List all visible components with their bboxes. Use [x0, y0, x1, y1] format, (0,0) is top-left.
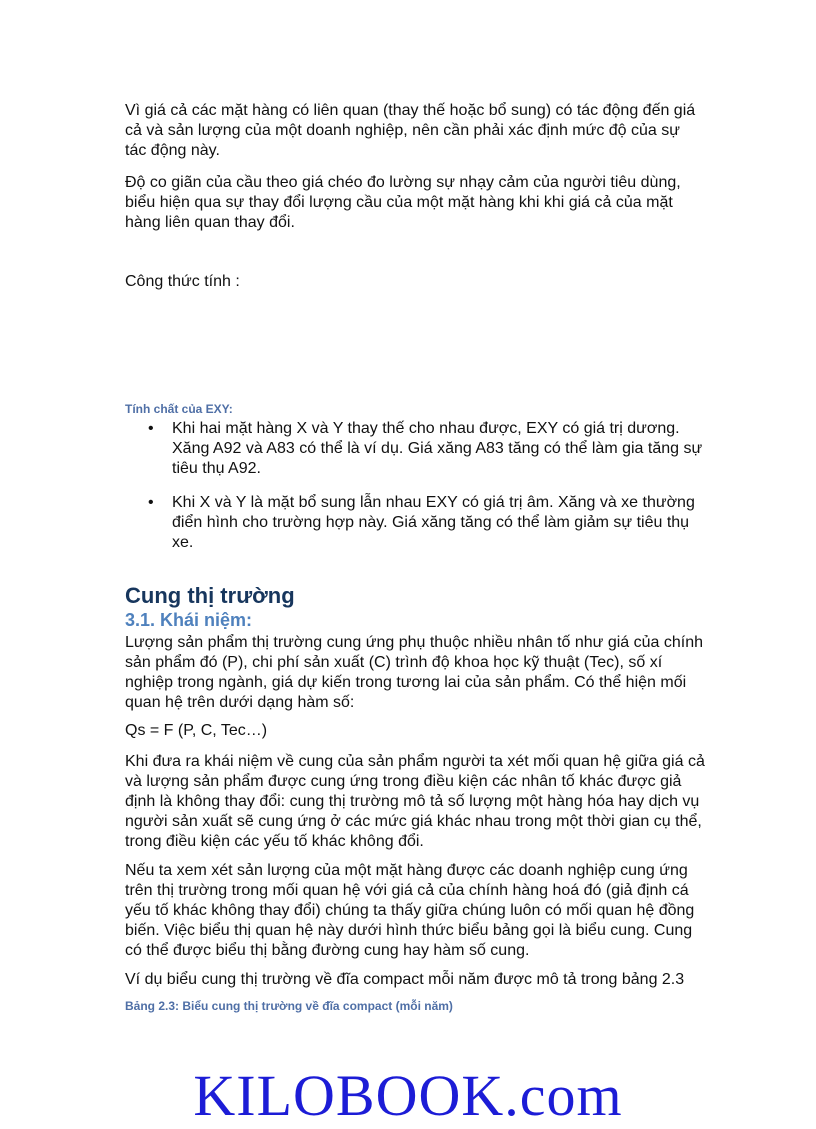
- section-paragraph-3: Nếu ta xem xét sản lượng của một mặt hàng được các doanh nghiệp cung ứng trên thị trường trong mối quan hệ với giá cả của chính hàng hoá đó (giả định cá yếu tố khác không thay đổi) chúng ta thấy giữa chúng luôn có mối quan hệ đồng biến. Việc biểu thị quan hệ này dưới hình thức biểu bảng gọi là biểu cung. Cung có thể được biểu thị bằng đường cung hay hàm số cung.: [125, 862, 695, 959]
- list-item-text: Khi X và Y là mặt bổ sung lẫn nhau EXY có giá trị âm. Xăng và xe thường điển hình cho trường hợp này. Giá xăng tăng có thể làm giảm sự tiêu thụ xe.: [172, 494, 695, 551]
- section-subheading: 3.1. Khái niệm:: [125, 610, 253, 630]
- properties-caption: Tính chất của EXY:: [125, 402, 233, 416]
- intro-paragraph-1: Vì giá cả các mặt hàng có liên quan (thay thế hoặc bổ sung) có tác động đến giá cả và sản lượng của một doanh nghiệp, nên cần phải xác định mức độ của sự tác động này.: [125, 102, 696, 159]
- bullet-icon: •: [148, 420, 154, 437]
- supply-function-formula: Qs = F (P, C, Tec…): [125, 722, 268, 739]
- section-paragraph-2: Khi đưa ra khái niệm về cung của sản phẩm người ta xét mối quan hệ giữa giá cả và lượng sản phẩm được cung ứng trong điều kiện các nhân tố khác được giả định là không thay đổi: cung thị trường mô tả số lượng một hàng hóa hay dịch vụ người sản xuất sẽ cung ứng ở các mức giá khác nhau trong một thời gian cụ thể, trong điều kiện các yếu tố khác không đổi.: [125, 753, 705, 850]
- watermark-logo: KILOBOOK.com: [193, 1063, 623, 1128]
- formula-label: Công thức tính :: [125, 273, 240, 290]
- bullet-icon: •: [148, 494, 154, 511]
- list-item: [148, 493, 708, 553]
- section-heading: Cung thị trường: [125, 583, 295, 608]
- properties-list: [148, 419, 708, 567]
- section-paragraph-4: Ví dụ biểu cung thị trường về đĩa compact mỗi năm được mô tả trong bảng 2.3: [125, 971, 685, 988]
- list-item-text: Khi hai mặt hàng X và Y thay thế cho nhau được, EXY có giá trị dương. Xăng A92 và A83 có thể là ví dụ. Giá xăng A83 tăng có thể làm gia tăng sự tiêu thụ A92.: [172, 420, 703, 477]
- intro-paragraph-2: Độ co giãn của cầu theo giá chéo đo lường sự nhạy cảm của người tiêu dùng, biểu hiện qua sự thay đổi lượng cầu của một mặt hàng khi khi giá cả của mặt hàng liên quan thay đổi.: [125, 174, 681, 231]
- section-paragraph-1: Lượng sản phẩm thị trường cung ứng phụ thuộc nhiều nhân tố như giá của chính sản phẩm đó (P), chi phí sản xuất (C) trình độ khoa học kỹ thuật (Tec), số xí nghiệp trong ngành, giá dự kiến trong tương lai của sản phẩm. Có thể hiện mối quan hệ trên dưới dạng hàm số:: [125, 634, 703, 711]
- table-caption: Bảng 2.3: Biểu cung thị trường về đĩa compact (mỗi năm): [125, 999, 453, 1013]
- list-item: [148, 419, 708, 479]
